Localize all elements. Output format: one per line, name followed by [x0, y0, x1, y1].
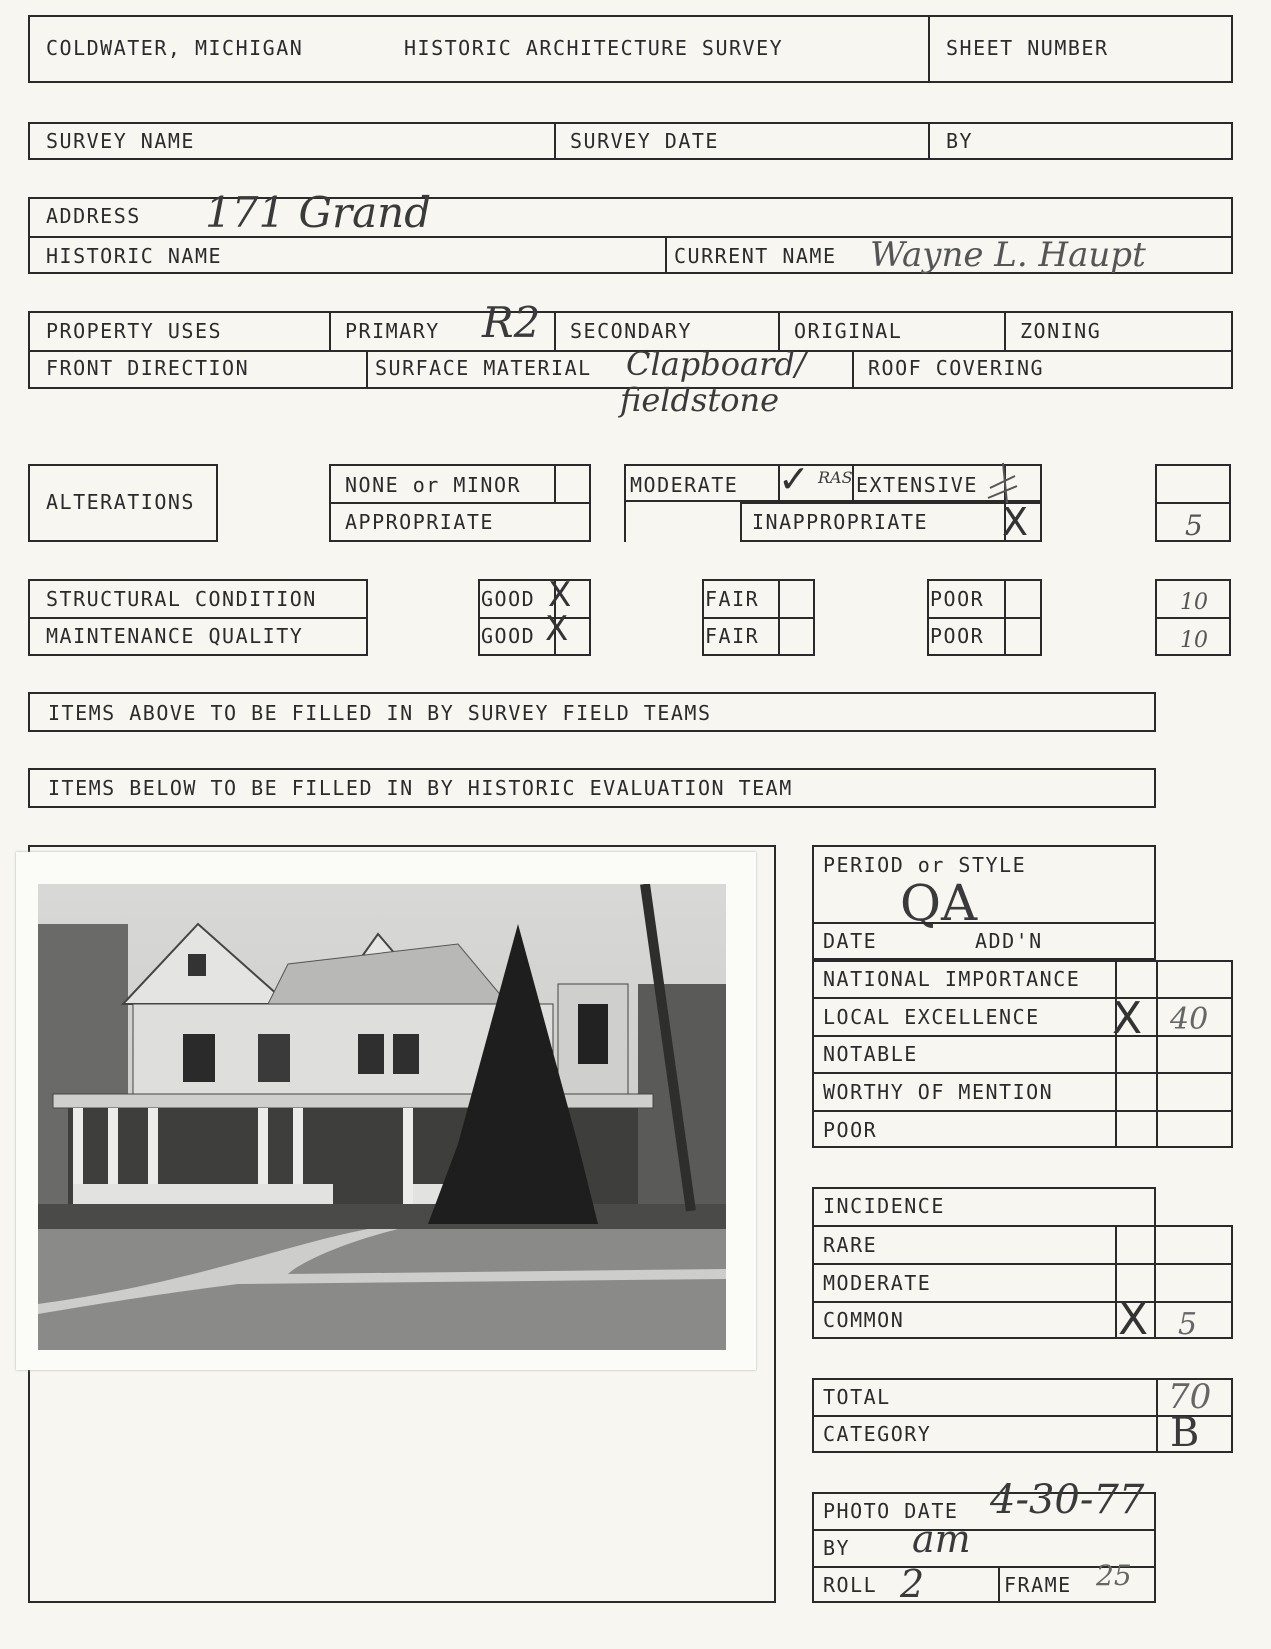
- extensive-label: EXTENSIVE: [856, 473, 978, 497]
- condition-label-line: [28, 617, 368, 619]
- poor-label-maintenance: POOR: [930, 624, 985, 648]
- frame-divider: [998, 1566, 1000, 1603]
- category-label: CATEGORY: [823, 1422, 932, 1446]
- extensive-scribble: [985, 458, 1025, 508]
- address-value: 171 Grand: [205, 188, 432, 237]
- moderate-lower-left: [624, 502, 626, 542]
- frame-value: 25: [1096, 1559, 1132, 1592]
- total-label: TOTAL: [823, 1385, 891, 1409]
- inc-check-line: [1115, 1225, 1117, 1339]
- survey-divider-2: [928, 122, 930, 160]
- form-title: HISTORIC ARCHITECTURE SURVEY: [404, 36, 784, 60]
- common-score: 5: [1178, 1307, 1198, 1342]
- addn-label: ADD'N: [975, 929, 1043, 953]
- totals-divider: [1156, 1378, 1158, 1453]
- photo-by-value: am: [912, 1517, 971, 1561]
- photo-date-value: 4-30-77: [990, 1477, 1145, 1523]
- surface-material-value-2: fieldstone: [620, 381, 780, 419]
- front-direction-label: FRONT DIRECTION: [46, 356, 250, 380]
- local-excellence-score: 40: [1170, 1002, 1209, 1037]
- roof-covering-label: ROOF COVERING: [868, 356, 1045, 380]
- prop-div-5: [366, 350, 368, 389]
- maintenance-quality-label: MAINTENANCE QUALITY: [46, 624, 304, 648]
- alterations-score-line: [1155, 502, 1231, 504]
- prop-div-2: [554, 311, 556, 350]
- photo-date-label: PHOTO DATE: [823, 1499, 959, 1523]
- prop-div-1: [329, 311, 331, 350]
- maintenance-good-mark: X: [545, 609, 569, 649]
- local-excellence-label: LOCAL EXCELLENCE: [823, 1005, 1040, 1029]
- structural-score: 10: [1180, 590, 1208, 615]
- note-above: ITEMS ABOVE TO BE FILLED IN BY SURVEY FIELD TEAMS: [48, 701, 712, 725]
- survey-name-label: SURVEY NAME: [46, 129, 195, 153]
- survey-date-label: SURVEY DATE: [570, 129, 719, 153]
- good-line: [478, 617, 591, 619]
- poor-check-line: [1004, 579, 1006, 656]
- header-divider: [928, 15, 930, 83]
- imp-line-4: [812, 1110, 1233, 1112]
- survey-by-label: BY: [946, 129, 974, 153]
- none-minor-row-line: [329, 502, 591, 504]
- moderate-incidence-label: MODERATE: [823, 1271, 932, 1295]
- total-value: 70: [1168, 1377, 1212, 1417]
- none-minor-check-line: [554, 464, 556, 502]
- note-below: ITEMS BELOW TO BE FILLED IN BY HISTORIC EVALUATION TEAM: [48, 776, 793, 800]
- roll-label: ROLL: [823, 1573, 878, 1597]
- good-label-structural: GOOD: [481, 587, 536, 611]
- incidence-label: INCIDENCE: [823, 1194, 945, 1218]
- national-importance-label: NATIONAL IMPORTANCE: [823, 967, 1081, 991]
- common-mark: X: [1118, 1294, 1149, 1345]
- notable-label: NOTABLE: [823, 1042, 918, 1066]
- primary-value: R2: [482, 298, 541, 347]
- primary-label: PRIMARY: [345, 319, 440, 343]
- historic-name-label: HISTORIC NAME: [46, 244, 223, 268]
- surface-material-value-1: Clapboard/: [626, 345, 806, 383]
- city-label: COLDWATER, MICHIGAN: [46, 36, 304, 60]
- appropriate-label: APPROPRIATE: [345, 510, 494, 534]
- imp-line-3: [812, 1072, 1233, 1074]
- current-name-label: CURRENT NAME: [674, 244, 837, 268]
- prop-div-4: [1004, 311, 1006, 350]
- eval-poor-label: POOR: [823, 1118, 878, 1142]
- inc-line-2: [812, 1263, 1233, 1265]
- house-photo: [16, 852, 756, 1370]
- period-value: QA: [900, 874, 978, 932]
- common-label: COMMON: [823, 1308, 905, 1332]
- moderate-label: MODERATE: [630, 473, 739, 497]
- sheet-number-label: SHEET NUMBER: [946, 36, 1109, 60]
- fair-label-structural: FAIR: [705, 587, 760, 611]
- poor-line: [927, 617, 1042, 619]
- structural-condition-label: STRUCTURAL CONDITION: [46, 587, 317, 611]
- imp-line-1: [812, 997, 1233, 999]
- fair-line: [702, 617, 815, 619]
- photo-by-label: BY: [823, 1536, 851, 1560]
- address-label: ADDRESS: [46, 204, 141, 228]
- category-value: B: [1170, 1410, 1200, 1456]
- period-label: PERIOD or STYLE: [823, 853, 1027, 877]
- date-label: DATE: [823, 929, 878, 953]
- inappropriate-x-mark: X: [1002, 500, 1029, 544]
- inc-line-3: [812, 1301, 1233, 1303]
- rare-label: RARE: [823, 1233, 878, 1257]
- roll-value: 2: [900, 1562, 925, 1606]
- poor-label-structural: POOR: [930, 587, 985, 611]
- maintenance-score: 10: [1180, 628, 1208, 653]
- fair-check-line: [778, 579, 780, 656]
- moderate-initials: RAS: [818, 468, 853, 487]
- original-label: ORIGINAL: [794, 319, 903, 343]
- importance-check-line: [1115, 960, 1117, 1148]
- good-label-maintenance: GOOD: [481, 624, 536, 648]
- structural-good-mark: X: [548, 575, 572, 615]
- inc-score-right: [1231, 1225, 1233, 1339]
- photo-info-line-1: [812, 1529, 1156, 1531]
- prop-div-6: [852, 350, 854, 389]
- zoning-label: ZONING: [1020, 319, 1102, 343]
- condition-score-line: [1155, 617, 1231, 619]
- importance-score-line: [1156, 960, 1158, 1148]
- date-line: [812, 922, 1156, 924]
- inc-line-1: [812, 1225, 1233, 1227]
- surface-material-label: SURFACE MATERIAL: [375, 356, 592, 380]
- alterations-label: ALTERATIONS: [46, 490, 195, 514]
- survey-divider-1: [554, 122, 556, 160]
- names-divider: [665, 236, 667, 274]
- none-minor-label: NONE or MINOR: [345, 473, 522, 497]
- secondary-label: SECONDARY: [570, 319, 692, 343]
- house-photo-image: [38, 884, 726, 1350]
- frame-label: FRAME: [1004, 1573, 1072, 1597]
- alterations-score: 5: [1185, 509, 1203, 542]
- worthy-of-mention-label: WORTHY OF MENTION: [823, 1080, 1054, 1104]
- property-uses-label: PROPERTY USES: [46, 319, 223, 343]
- local-excellence-mark: X: [1112, 993, 1143, 1044]
- inappropriate-label: INAPPROPRIATE: [752, 510, 929, 534]
- current-name-value: Wayne L. Haupt: [870, 235, 1146, 275]
- moderate-check-mark: ✓: [778, 457, 810, 501]
- fair-label-maintenance: FAIR: [705, 624, 760, 648]
